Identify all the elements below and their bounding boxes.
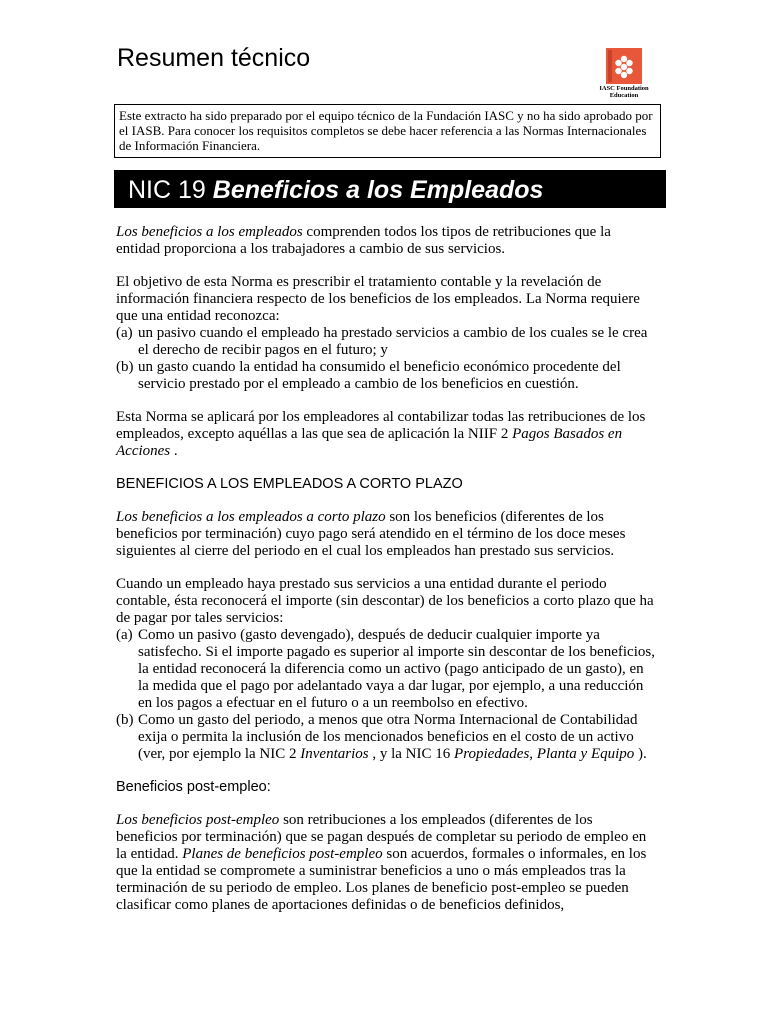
- list-item: [116, 627, 656, 712]
- list-marker: (b): [116, 712, 134, 728]
- paragraph-short-term-recognition: Cuando un empleado haya prestado sus servicios a una entidad durante el periodo contable, ésta reconocerá el importe (sin descontar) de los beneficios a corto plazo que ha de pagar por tales servicios:: [116, 576, 654, 626]
- referenced-standard: Propiedades, Planta y Equipo: [454, 746, 635, 762]
- defined-term: Planes de beneficios post-empleo: [182, 846, 383, 862]
- paragraph-definition: [116, 224, 656, 258]
- paragraph-text: son los beneficios (diferentes de los beneficios por terminación) cuyo pago será atendido en el término de los doce meses siguientes al cierre del periodo en el cual los empleados han prestado sus servicios.: [116, 509, 626, 559]
- list-text: un gasto cuando la entidad ha consumido el beneficio económico procedente del servicio prestado por el empleado a cambio de los beneficios en cuestión.: [138, 359, 621, 392]
- disclaimer-box: Este extracto ha sido preparado por el equipo técnico de la Fundación IASC y no ha sido aprobado por el IASB. Para conocer los requisitos completos se debe hacer referencia a las Normas Internacionales de Información Financiera.: [114, 104, 661, 158]
- list-text: Como un pasivo (gasto devengado), después de deducir cualquier importe ya satisfecho. Si el importe pagado es superior al importe sin descontar de los beneficios, la entidad reconocerá la diferencia como un activo (pago anticipado de un gasto), en la medida que el pago por adelantado vaya a dar lugar, por ejemplo, a una reducción en los pagos a efectuar en el futuro o a un reembolso en efectivo.: [138, 627, 655, 711]
- list-text: [138, 712, 656, 763]
- paragraph-text: son retribuciones a los empleados (diferentes de los beneficios por terminación) que se pagan después de completar su periodo de empleo en la entidad.: [116, 812, 647, 862]
- recognition-list: [116, 325, 656, 393]
- paragraph-text: Esta Norma se aplicará por los empleadores al contabilizar todas las retribuciones de los empleados, excepto aquéllas a las que sea de aplicación la NIIF 2: [116, 409, 646, 442]
- standard-code: NIC 19: [128, 176, 206, 204]
- logo-line-2: Education: [609, 92, 639, 99]
- paragraph-objective: El objetivo de esta Norma es prescribir el tratamiento contable y la revelación de información financiera respecto de los beneficios de los empleados. La Norma requiere que una entidad reconozca:: [116, 274, 640, 324]
- list-marker: (b): [116, 359, 134, 375]
- iasc-logo: [594, 48, 654, 99]
- paragraph-text: son acuerdos, formales o informales, en los que la entidad se compromete a suministrar beneficios a uno o más empleados tras la terminación de su periodo de empleo. Los planes de beneficio post-empleo se pueden clasificar como planes de aportaciones definidas o de beneficios definidos,: [116, 846, 647, 913]
- list-text-part: , y la NIC 16: [368, 746, 455, 762]
- document-title: Resumen técnico: [117, 44, 311, 72]
- paragraph-post-employment: [116, 812, 656, 914]
- list-marker: (a): [116, 627, 133, 643]
- paragraph-short-term-definition: [116, 509, 656, 560]
- logo-caption: [594, 85, 654, 99]
- section-heading-short-term: BENEFICIOS A LOS EMPLEADOS A CORTO PLAZO: [116, 476, 463, 492]
- iasc-logo-icon: [606, 48, 642, 84]
- list-text: un pasivo cuando el empleado ha prestado servicios a cambio de los cuales se le crea el derecho de recibir pagos en el futuro; y: [138, 325, 648, 358]
- defined-term: Los beneficios a los empleados: [116, 224, 303, 240]
- paragraph-scope: [116, 409, 656, 460]
- list-item: [116, 325, 656, 359]
- defined-term: Los beneficios post-empleo: [116, 812, 280, 828]
- list-item: [116, 359, 656, 393]
- referenced-standard: Inventarios: [300, 746, 369, 762]
- list-item: [116, 712, 656, 763]
- document-body: [116, 224, 656, 930]
- standard-name: Beneficios a los Empleados: [212, 176, 544, 204]
- defined-term: Los beneficios a los empleados a corto plazo: [116, 509, 386, 525]
- section-heading-post-employment: Beneficios post-empleo:: [116, 779, 271, 795]
- paragraph-text: .: [170, 443, 178, 459]
- referenced-standard: Pagos Basados en Acciones: [116, 426, 623, 459]
- list-text-part: ).: [634, 746, 647, 762]
- list-text-part: Como un gasto del periodo, a menos que otra Norma Internacional de Contabilidad exija o permita la inclusión de los mencionados beneficios en el costo de un activo (ver, por ejemplo la NIC 2: [138, 712, 638, 762]
- list-marker: (a): [116, 325, 133, 341]
- logo-line-1: IASC Foundation: [599, 85, 649, 92]
- short-term-list: [116, 627, 656, 763]
- paragraph-text: comprenden todos los tipos de retribuciones que la entidad proporciona a los trabajadores a cambio de sus servicios.: [116, 224, 611, 257]
- standard-title-bar: [114, 170, 666, 208]
